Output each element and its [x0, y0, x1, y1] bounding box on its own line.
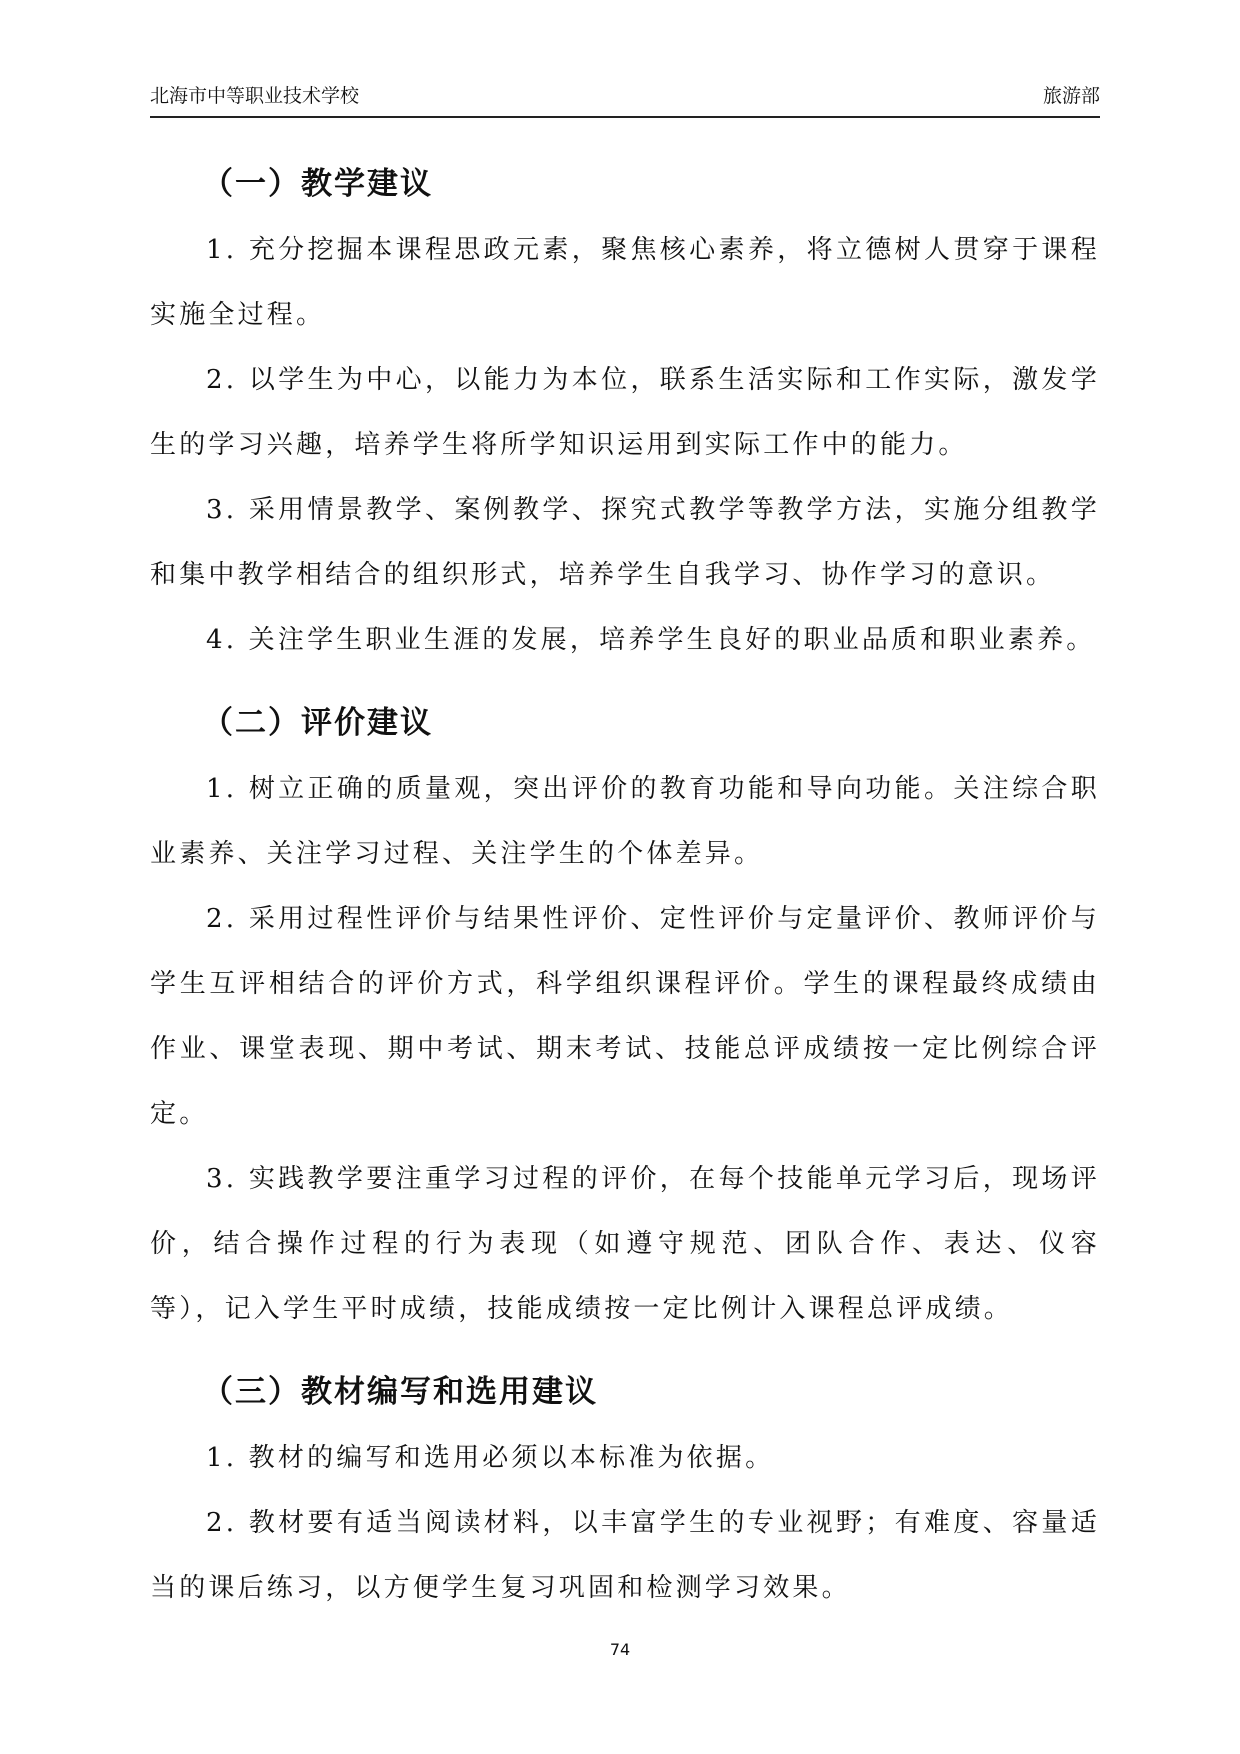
paragraph: 2. 以学生为中心，以能力为本位，联系生活实际和工作实际，激发学生的学习兴趣，培养学生将所学知识运用到实际工作中的能力。 — [150, 365, 1100, 460]
section-title: （二）评价建议 — [202, 705, 433, 741]
paragraph: 2. 采用过程性评价与结果性评价、定性评价与定量评价、教师评价与学生互评相结合的评价方式，科学组织课程评价。学生的课程最终成绩由作业、课堂表现、期中考试、期末考试、技能总评成绩按一定比例综合评定。 — [150, 904, 1100, 1129]
paragraph: 4. 关注学生职业生涯的发展，培养学生良好的职业品质和职业素养。 — [206, 625, 1096, 655]
section-evaluation-suggestions — [150, 689, 1100, 1342]
paragraph: 1. 充分挖掘本课程思政元素，聚焦核心素养，将立德树人贯穿于课程实施全过程。 — [150, 235, 1100, 330]
paragraph: 2. 教材要有适当阅读材料，以丰富学生的专业视野；有难度、容量适当的课后练习，以方便学生复习巩固和检测学习效果。 — [150, 1508, 1100, 1603]
document-body — [150, 150, 1100, 1637]
page-number: 74 — [609, 1640, 631, 1659]
header-school-name: 北海市中等职业技术学校 — [150, 85, 360, 107]
section-textbook-suggestions — [150, 1358, 1100, 1621]
paragraph: 3. 实践教学要注重学习过程的评价，在每个技能单元学习后，现场评价，结合操作过程的行为表现（如遵守规范、团队合作、表达、仪容等），记入学生平时成绩，技能成绩按一定比例计入课程总评成绩。 — [150, 1164, 1100, 1324]
paragraph: 3. 采用情景教学、案例教学、探究式教学等教学方法，实施分组教学和集中教学相结合的组织形式，培养学生自我学习、协作学习的意识。 — [150, 495, 1100, 590]
section-title: （三）教材编写和选用建议 — [202, 1374, 598, 1410]
section-title: （一）教学建议 — [202, 166, 433, 202]
header-department: 旅游部 — [1042, 85, 1100, 107]
page-header — [150, 84, 1100, 118]
paragraph: 1. 树立正确的质量观，突出评价的教育功能和导向功能。关注综合职业素养、关注学习过程、关注学生的个体差异。 — [150, 774, 1100, 869]
section-teaching-suggestions — [150, 150, 1100, 673]
paragraph: 1. 教材的编写和选用必须以本标准为依据。 — [206, 1443, 775, 1473]
